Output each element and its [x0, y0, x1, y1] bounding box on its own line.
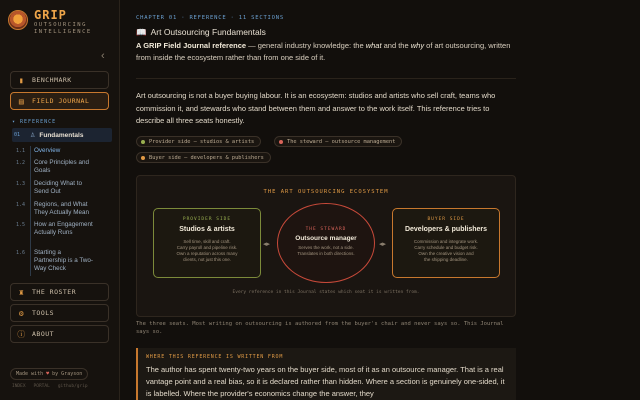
chapter-line: CHAPTER 01 · REFERENCE · 11 SECTIONS: [136, 15, 285, 21]
chip-provider[interactable]: Provider side — studios & artists: [136, 136, 261, 147]
diagram-title: THE ART OUTSOURCING ECOSYSTEM: [263, 189, 389, 195]
nav-field-journal[interactable]: [10, 92, 109, 110]
brand-tagline: OUTSOURCING INTELLIGENCE: [34, 22, 92, 35]
footer-link[interactable]: INDEX: [12, 384, 26, 389]
toc-chapter-title: Fundamentals: [39, 131, 84, 139]
dot-icon: [141, 140, 145, 144]
nav-tools-label: TOOLS: [32, 309, 55, 317]
brand[interactable]: [8, 8, 94, 36]
figure-caption: The three seats. Most writing on outsourcing is authored from the buyer's chair and never says so. This Journal says so.: [136, 321, 504, 335]
nav-field-journal-label: FIELD JOURNAL: [32, 97, 90, 105]
person-icon: ♙: [30, 132, 36, 139]
chevron-down-icon: ▾: [12, 119, 17, 125]
table-of-contents: [12, 128, 112, 142]
footer-link[interactable]: github/grip: [57, 384, 88, 389]
bar-chart-icon: ▮: [18, 75, 25, 85]
body-paragraph: Art outsourcing is not a buyer buying labour. It is an ecosystem: studios and artists who sell craft, teams who commission it, and stewards who stand between them and answer to the work itself. This reference tries to describe all three seats honestly.: [136, 91, 496, 125]
sidebar: [0, 0, 120, 400]
grip-logo-icon: [8, 10, 28, 30]
nav-about[interactable]: [10, 325, 109, 343]
footer-link[interactable]: PORTAL: [33, 384, 50, 389]
diagram-caption: Every reference in this Journal states which seat it is written from.: [232, 290, 420, 295]
journal-icon: ▤: [18, 96, 25, 106]
toc-section-label: ▾ REFERENCE: [12, 119, 57, 125]
nav-tools[interactable]: [10, 304, 109, 322]
toc-chapter-number: 01: [14, 132, 21, 138]
chip-buyer[interactable]: Buyer side — developers & publishers: [136, 152, 271, 163]
dot-icon: [141, 156, 145, 160]
callout-text: The author has spent twenty-two years on the buyer side, most of it as an outsource manager. That is a real vantage point and a real bias, so it is declared rather than hidden. Where a section is genuinely one-sided, it is labelled. Where the provider's economics change the answer, they: [146, 365, 505, 398]
divider: [136, 78, 516, 79]
nav-the-roster[interactable]: [10, 283, 109, 301]
provider-box: PROVIDER SIDE Studios & artists Sell time, skill and craft. Carry payroll and pipeline risk. Own a reputation across many clients, not just this one.: [153, 208, 261, 278]
dot-icon: [279, 140, 283, 144]
bidirectional-arrow-icon: ◂▸: [379, 241, 387, 248]
info-icon: ⓘ: [17, 329, 26, 339]
toc-item[interactable]: 1.4 Regions, and What They Actually Mean: [16, 201, 89, 216]
intro-text: A GRIP Field Journal reference — general industry knowledge: the what and the why of art outsourcing, written from inside the ecosystem rather than from one side of it.: [136, 41, 511, 62]
nav-benchmark[interactable]: [10, 71, 109, 89]
callout-label: WHERE THIS REFERENCE IS WRITTEN FROM: [146, 354, 284, 360]
toc-item[interactable]: 1.2 Core Principles and Goals: [16, 159, 89, 174]
brand-name: GRIP: [34, 8, 67, 22]
toc-chapter-fundamentals[interactable]: [12, 128, 112, 142]
heart-icon: ♥: [46, 371, 50, 377]
nav-benchmark-label: BENCHMARK: [32, 76, 72, 84]
book-icon: 📖: [136, 27, 147, 37]
bidirectional-arrow-icon: ◂▸: [263, 241, 271, 248]
callout-box: [136, 348, 516, 400]
chevron-left-icon[interactable]: ‹: [101, 50, 105, 62]
buyer-box: BUYER SIDE Developers & publishers Commission and integrate work. Carry schedule and budget risk. Own the creative vision and the shipping deadline.: [392, 208, 500, 278]
steward-oval: THE STEWARD Outsource manager Serves the work, not a side. Translates in both directions.: [277, 203, 375, 283]
roster-icon: ♜: [18, 287, 25, 297]
made-with-badge: Made with ♥ by Grayson: [10, 368, 88, 380]
ecosystem-diagram: [136, 175, 516, 317]
toc-item[interactable]: 1.3 Deciding What to Send Out: [16, 180, 82, 195]
footer-links: [12, 384, 88, 389]
toc-item[interactable]: 1.6 Starting a Partnership is a Two-Way Check: [16, 249, 94, 272]
page-title: 📖 Art Outsourcing Fundamentals: [136, 27, 266, 37]
chip-steward[interactable]: The steward — outsource management: [274, 136, 402, 147]
gear-icon: ⚙: [18, 308, 25, 318]
nav-about-label: ABOUT: [32, 330, 55, 338]
nav-the-roster-label: THE ROSTER: [32, 288, 77, 296]
toc-item[interactable]: 1.1 Overview: [16, 147, 61, 154]
toc-item[interactable]: 1.5 How an Engagement Actually Runs: [16, 221, 93, 236]
